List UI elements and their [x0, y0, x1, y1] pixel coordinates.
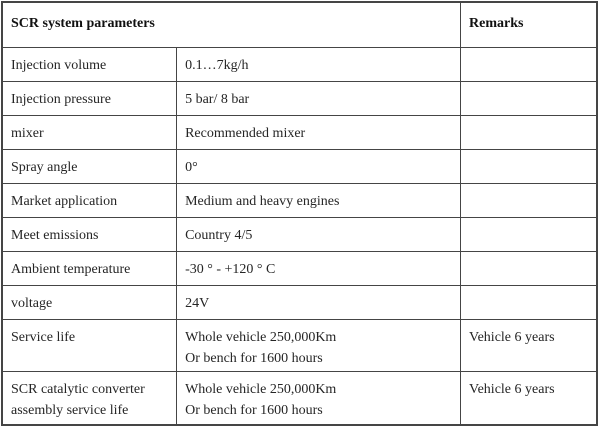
value-line: Or bench for 1600 hours: [185, 350, 323, 366]
remark-cell: Vehicle 6 years: [461, 371, 597, 425]
table-row: [2, 149, 597, 183]
value-cell: Country 4/5: [177, 217, 461, 251]
table-row: [2, 183, 597, 217]
value-line: Whole vehicle 250,000Km: [185, 329, 337, 345]
header-row: [2, 2, 597, 47]
table-row: [2, 251, 597, 285]
table-row: [2, 81, 597, 115]
remark-cell: Vehicle 6 years: [461, 319, 597, 371]
remark-cell: [461, 47, 597, 81]
param-cell: [2, 371, 177, 425]
param-cell: Meet emissions: [2, 217, 177, 251]
table-row: [2, 319, 597, 371]
param-cell: Injection volume: [2, 47, 177, 81]
remark-cell: [461, 217, 597, 251]
value-cell: 24V: [177, 285, 461, 319]
value-cell: Recommended mixer: [177, 115, 461, 149]
table-row: [2, 115, 597, 149]
remark-cell: [461, 149, 597, 183]
table-row: [2, 285, 597, 319]
remark-cell: [461, 285, 597, 319]
scr-parameters-table: [1, 1, 598, 426]
header-cell-remarks: Remarks: [461, 2, 597, 47]
param-cell: voltage: [2, 285, 177, 319]
remark-cell: [461, 115, 597, 149]
param-cell: Spray angle: [2, 149, 177, 183]
value-line: Or bench for 1600 hours: [185, 402, 323, 418]
param-cell: Service life: [2, 319, 177, 371]
remark-cell: [461, 81, 597, 115]
value-line: Whole vehicle 250,000Km: [185, 381, 337, 397]
remark-cell: [461, 251, 597, 285]
param-line: assembly service life: [11, 402, 129, 418]
value-cell: 5 bar/ 8 bar: [177, 81, 461, 115]
scr-parameters-table-container: [1, 1, 598, 426]
table-row: [2, 47, 597, 81]
param-cell: Injection pressure: [2, 81, 177, 115]
remark-cell: [461, 183, 597, 217]
param-line: SCR catalytic converter: [11, 381, 145, 397]
value-cell: [177, 371, 461, 425]
value-cell: 0°: [177, 149, 461, 183]
header-cell-parameters: SCR system parameters: [2, 2, 461, 47]
value-cell: Medium and heavy engines: [177, 183, 461, 217]
value-cell: 0.1…7kg/h: [177, 47, 461, 81]
param-cell: Ambient temperature: [2, 251, 177, 285]
table-row: [2, 371, 597, 425]
param-cell: mixer: [2, 115, 177, 149]
table-row: [2, 217, 597, 251]
param-cell: Market application: [2, 183, 177, 217]
value-cell: -30 ° - +120 ° C: [177, 251, 461, 285]
value-cell: [177, 319, 461, 371]
